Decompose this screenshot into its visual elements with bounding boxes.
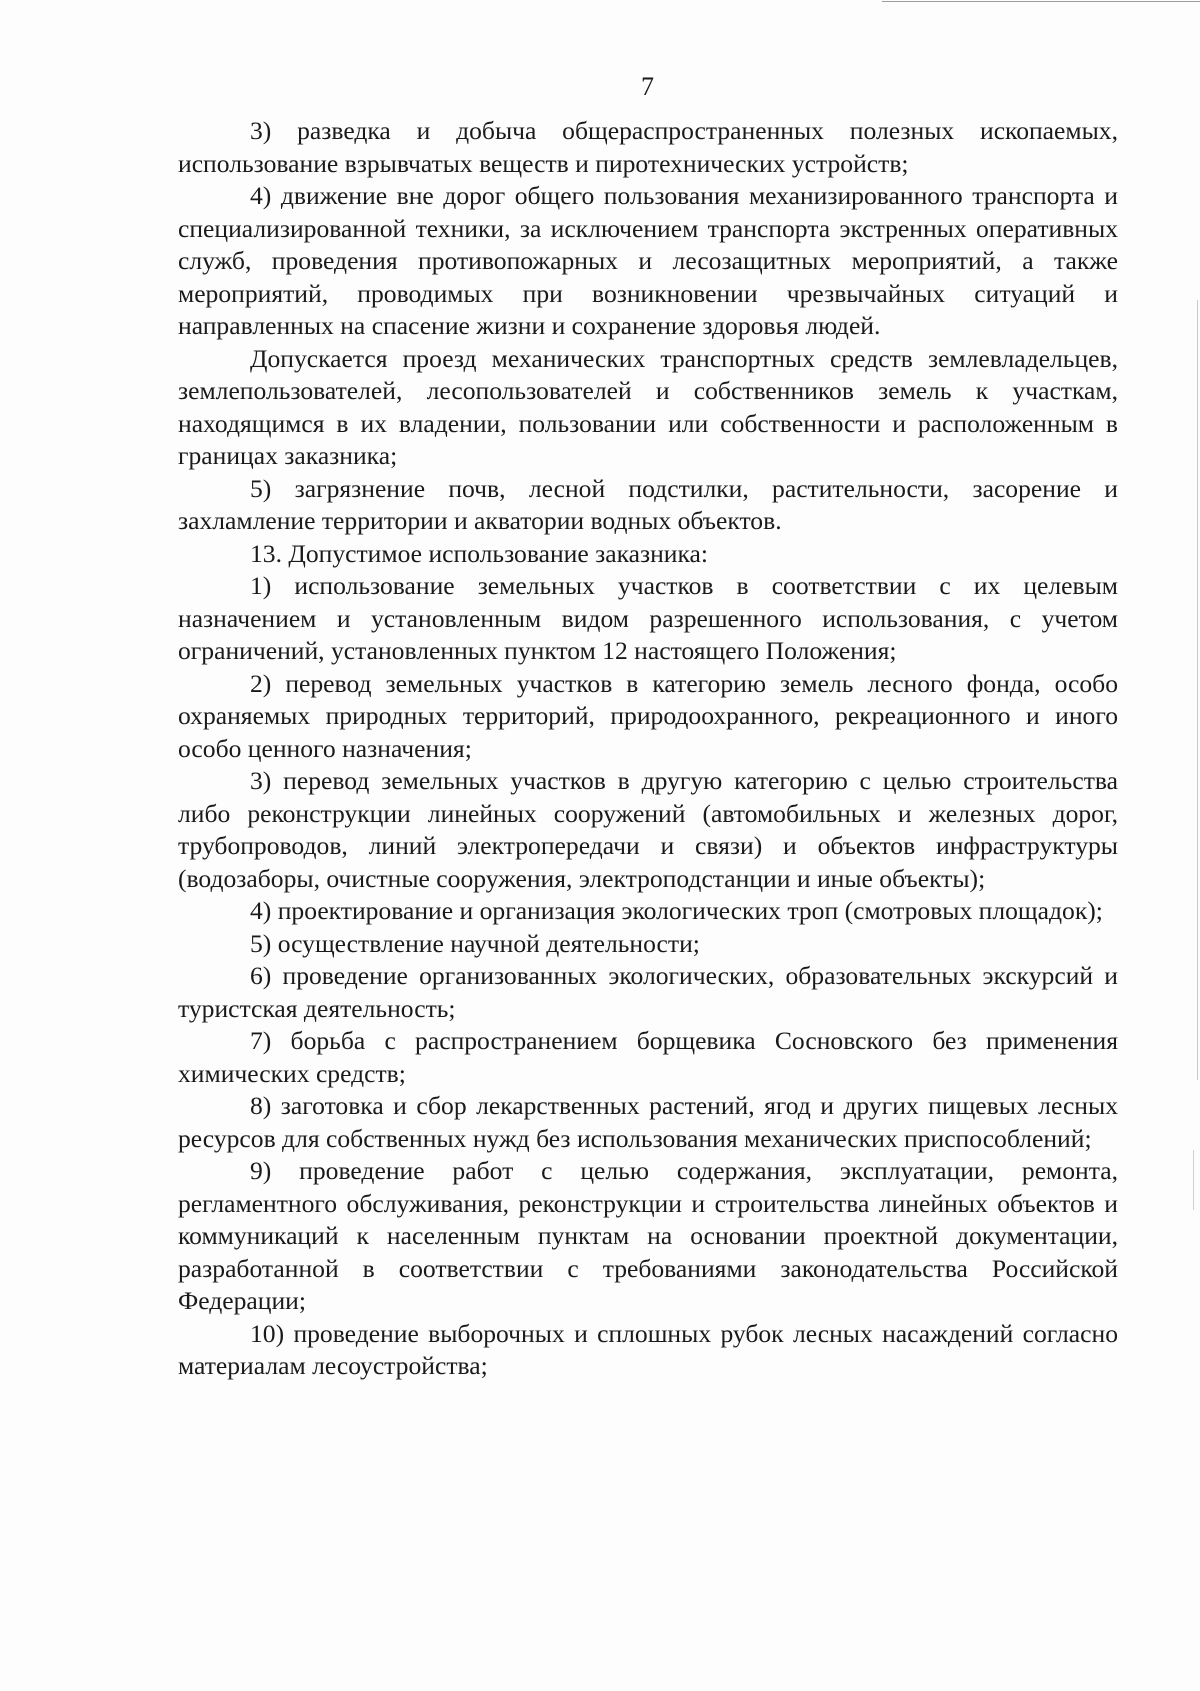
list-item: 3) перевод земельных участков в другую категорию с целью строительства либо реконструкции линейных сооружений (автомобильных и железных дорог, трубопроводов, линий электропередачи и связи) и объектов инфраструктуры (водозаборы, очистные сооружения, электроподстанции и иные объекты);: [178, 766, 1118, 893]
list-item: 5) осуществление научной деятельности;: [250, 928, 700, 958]
list-item: 4) проектирование и организация экологических троп (смотровых площадок);: [250, 896, 1103, 925]
list-item: 1) использование земельных участков в соответствии с их целевым назначением и установленным видом разрешенного использования, с учетом ограничений, установленных пунктом 12 настоящего Положения;: [178, 571, 1118, 665]
scan-edge-mark: [1193, 1150, 1194, 1210]
scan-edge-mark: [1197, 300, 1198, 1080]
document-body: [178, 115, 1118, 1383]
page-number: 7: [641, 72, 654, 101]
list-item: 4) движение вне дорог общего пользования механизированного транспорта и специализированной техники, за исключением транспорта экстренных оперативных служб, проведения противопожарных и лесозащитных мероприятий, а также мероприятий, проводимых при возникновении чрезвычайных ситуаций и направленных на спасение жизни и сохранение здоровья людей.: [178, 181, 1118, 340]
section-heading: 13. Допустимое использование заказника:: [250, 538, 709, 568]
scan-border-line: [882, 1, 1200, 2]
list-item: 5) загрязнение почв, лесной подстилки, растительности, засорение и захламление территории и акватории водных объектов.: [178, 473, 1118, 535]
list-item: 9) проведение работ с целью содержания, эксплуатации, ремонта, регламентного обслуживания, реконструкции и строительства линейных объектов и коммуникаций к населенным пунктам на основании проектной документации, разработанной в соответствии с требованиями законодательства Российской Федерации;: [178, 1156, 1118, 1315]
list-item: 10) проведение выборочных и сплошных рубок лесных насаждений согласно материалам лесоустройства;: [178, 1318, 1118, 1380]
paragraph: Допускается проезд механических транспортных средств землевладельцев, землепользователей, лесопользователей и собственников земель к участкам, находящимся в их владении, пользовании или собственности и расположенным в границах заказника;: [178, 343, 1118, 470]
list-item: 3) разведка и добыча общераспространенных полезных ископаемых, использование взрывчатых веществ и пиротехнических устройств;: [178, 116, 1118, 178]
list-item: 2) перевод земельных участков в категорию земель лесного фонда, особо охраняемых природных территорий, природоохранного, рекреационного и иного особо ценного назначения;: [178, 668, 1118, 763]
list-item: 8) заготовка и сбор лекарственных растений, ягод и других пищевых лесных ресурсов для собственных нужд без использования механических приспособлений;: [178, 1091, 1118, 1153]
list-item: 7) борьба с распространением борщевика Сосновского без применения химических средств;: [178, 1026, 1118, 1088]
list-item: 6) проведение организованных экологических, образовательных экскурсий и туристская деятельность;: [178, 961, 1118, 1023]
